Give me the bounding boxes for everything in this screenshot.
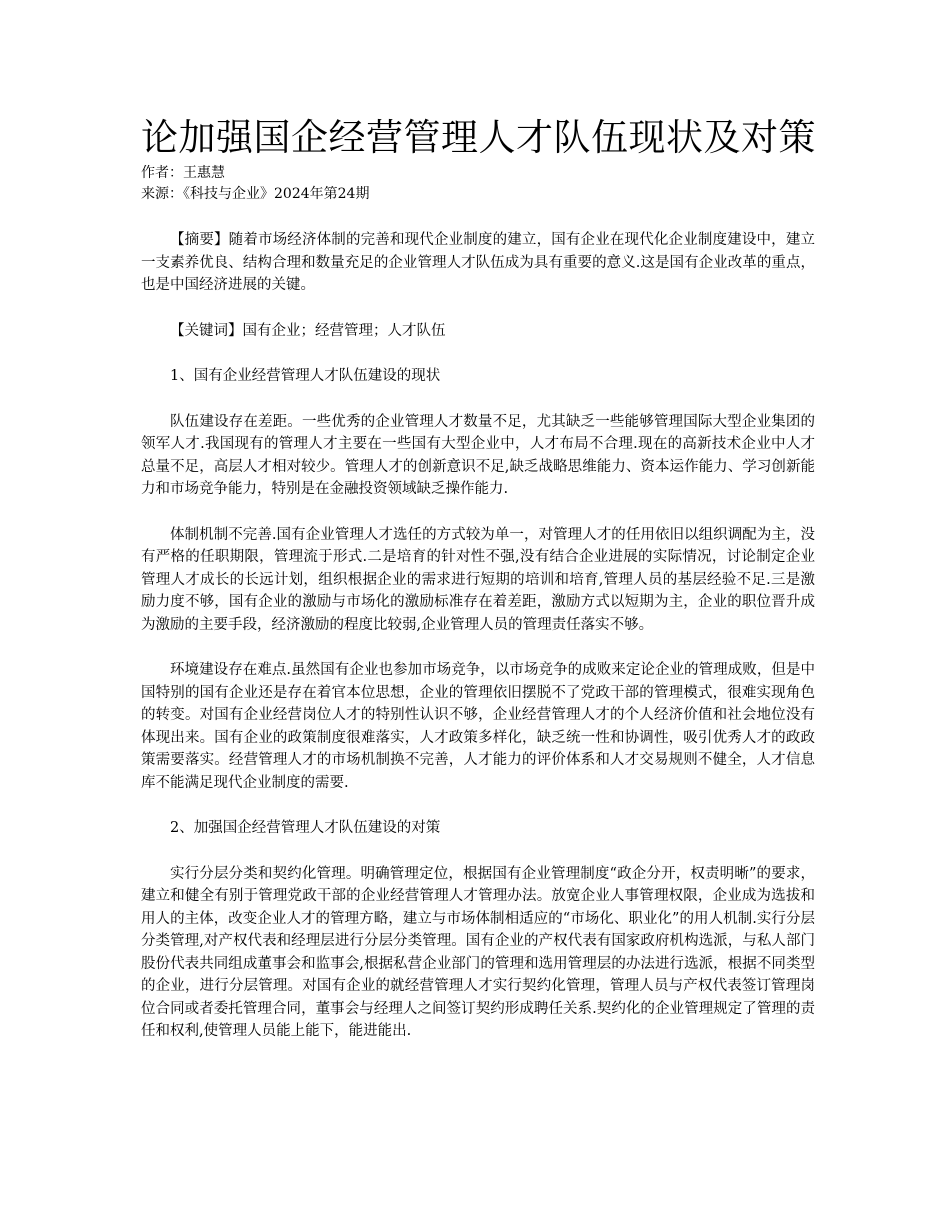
article-body	[141, 229, 815, 1043]
source-line: 来源：《科技与企业》2024年第24期	[141, 186, 370, 202]
document-page	[141, 100, 815, 1066]
keywords-line: 【关键词】国有企业；经营管理；人才队伍	[170, 322, 446, 339]
author-line: 作者：王惠慧	[141, 165, 225, 181]
article-meta	[141, 163, 815, 205]
abstract-paragraph: 【摘要】随着市场经济体制的完善和现代企业制度的建立，国有企业在现代化企业制度建设中，建立一支素养优良、结构合理和数量充足的企业管理人才队伍成为具有重要的意义.这是国有企业改革的重点，也是中国经济进展的关键。	[141, 232, 815, 293]
section-1-heading: 1、国有企业经营管理人才队伍建设的现状	[170, 368, 441, 384]
section-2-paragraph-1: 实行分层分类和契约化管理。明确管理定位，根据国有企业管理制度“政企分开，权责明晰”的要求，建立和健全有别于管理党政干部的企业经营管理人才管理办法。放宽企业人事管理权限，企业成为选拔和用人的主体，改变企业人才的管理方略，建立与市场体制相适应的“市场化、职业化”的用人机制.实行分层分类管理,对产权代表和经理层进行分层分类管理。国有企业的产权代表有国家政府机构选派，与私人部门股份代表共同组成董事会和监事会,根据私营企业部门的管理和选用管理层的办法进行选派，根据不同类型的企业，进行分层管理。对国有企业的就经营管理人才实行契约化管理，管理人员与产权代表签订管理岗位合同或者委托管理合同，董事会与经理人之间签订契约形成聘任关系.契约化的企业管理规定了管理的责任和权利,使管理人员能上能下，能进能出.	[141, 865, 815, 1039]
section-2-heading: 2、加强国企经营管理人才队伍建设的对策	[170, 820, 441, 836]
section-1-paragraph-3: 环境建设存在难点.虽然国有企业也参加市场竞争，以市场竞争的成败来定论企业的管理成败，但是中国特别的国有企业还是存在着官本位思想，企业的管理依旧摆脱不了党政干部的管理模式，很难实现角色的转变。对国有企业经营岗位人才的特别性认识不够，企业经营管理人才的个人经济价值和社会地位没有体现出来。国有企业的政策制度很难落实，人才政策多样化，缺乏统一性和协调性，吸引优秀人才的政政策需要落实。经营管理人才的市场机制换不完善，人才能力的评价体系和人才交易规则不健全，人才信息库不能满足现代企业制度的需要.	[141, 662, 815, 791]
section-1-paragraph-2: 体制机制不完善.国有企业管理人才选任的方式较为单一，对管理人才的任用依旧以组织调配为主，没有严格的任职期限，管理流于形式.二是培育的针对性不强,没有结合企业进展的实际情况，讨论制定企业管理人才成长的长远计划，组织根据企业的需求进行短期的培训和培育,管理人员的基层经验不足.三是激励力度不够，国有企业的激励与市场化的激励标准存在着差距，激励方式以短期为主，企业的职位晋升成为激励的主要手段，经济激励的程度比较弱,企业管理人员的管理责任落实不够。	[141, 526, 815, 633]
section-1-paragraph-1: 队伍建设存在差距。一些优秀的企业管理人才数量不足，尤其缺乏一些能够管理国际大型企业集团的领军人才.我国现有的管理人才主要在一些国有大型企业中，人才布局不合理.现在的高新技术企业中人才总量不足，高层人才相对较少。管理人才的创新意识不足,缺乏战略思维能力、资本运作能力、学习创新能力和市场竞争能力，特别是在金融投资领域缺乏操作能力.	[141, 413, 815, 497]
article-title: 论加强国企经营管理人才队伍现状及对策	[141, 116, 816, 159]
